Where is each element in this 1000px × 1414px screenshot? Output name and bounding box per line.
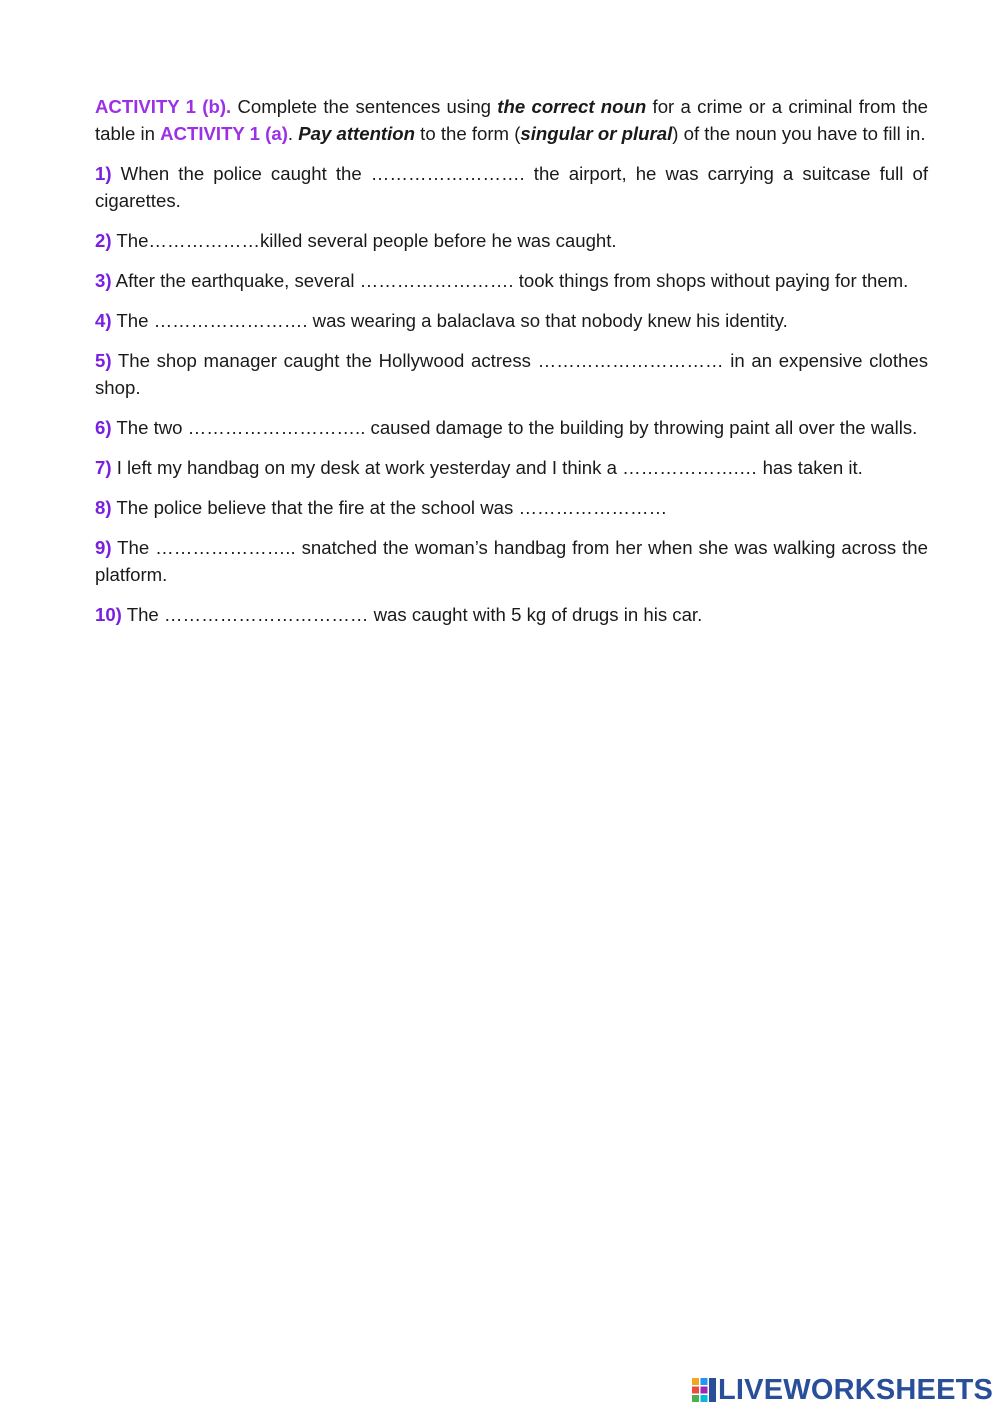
sentence-9 [95, 534, 928, 588]
sentence-1 [95, 160, 928, 214]
sentence-text: When the police caught the ……………………. the airport, he was carrying a suitcase full of cigarettes. [95, 163, 928, 211]
sentence-7 [95, 454, 928, 481]
liveworksheets-logo[interactable] [692, 1374, 993, 1406]
worksheet-content [95, 93, 928, 641]
activity-label: ACTIVITY 1 (b). [95, 96, 232, 117]
instruction-emphasis: singular or plural [520, 123, 673, 144]
sentence-2 [95, 227, 928, 254]
sentence-text: The ……………………. was wearing a balaclava so that nobody knew his identity. [111, 310, 788, 331]
instruction-text: to the form ( [415, 123, 521, 144]
instruction-text: . [287, 123, 299, 144]
instruction-text: Complete the sentences using [231, 96, 498, 117]
liveworksheets-logo-text: LIVEWORKSHEETS [718, 1373, 994, 1406]
instruction-emphasis: the correct noun [497, 96, 647, 117]
sentence-number: 1) [95, 163, 112, 184]
sentence-text: The two ……………………….. caused damage to the building by throwing paint all over the walls. [111, 417, 918, 438]
sentence-number: 4) [95, 310, 112, 331]
sentence-text: I left my handbag on my desk at work yesterday and I think a ……………….… has taken it. [111, 457, 863, 478]
sentence-number: 8) [95, 497, 112, 518]
sentence-number: 9) [95, 537, 112, 558]
sentence-6 [95, 414, 928, 441]
sentence-number: 10) [95, 604, 122, 625]
sentence-3 [95, 267, 928, 294]
sentence-text: The………………killed several people before he was caught. [111, 230, 617, 251]
instruction-text: ) of the noun you have to fill in. [672, 123, 926, 144]
sentence-text: The shop manager caught the Hollywood actress ………………………… in an expensive clothes shop. [95, 350, 928, 398]
sentence-10 [95, 601, 928, 628]
activity-reference: ACTIVITY 1 (a) [160, 123, 288, 144]
sentence-number: 7) [95, 457, 112, 478]
sentence-number: 3) [95, 270, 112, 291]
sentence-number: 2) [95, 230, 112, 251]
instruction-text: for a crime or a criminal from the table in [95, 96, 929, 144]
sentence-number: 5) [95, 350, 112, 371]
sentence-5 [95, 347, 928, 401]
sentence-text: The ………………….. snatched the woman’s handbag from her when she was walking across the platform. [95, 537, 928, 585]
sentence-8 [95, 494, 928, 521]
sentence-text: After the earthquake, several ……………………. took things from shops without paying for them. [111, 270, 909, 291]
activity-instructions [95, 93, 928, 147]
liveworksheets-logo-icon [692, 1378, 716, 1402]
sentence-number: 6) [95, 417, 112, 438]
sentence-text: The police believe that the fire at the school was …………………… [111, 497, 668, 518]
sentence-4 [95, 307, 928, 334]
sentence-text: The …………………………… was caught with 5 kg of drugs in his car. [121, 604, 703, 625]
instruction-emphasis: Pay attention [298, 123, 415, 144]
